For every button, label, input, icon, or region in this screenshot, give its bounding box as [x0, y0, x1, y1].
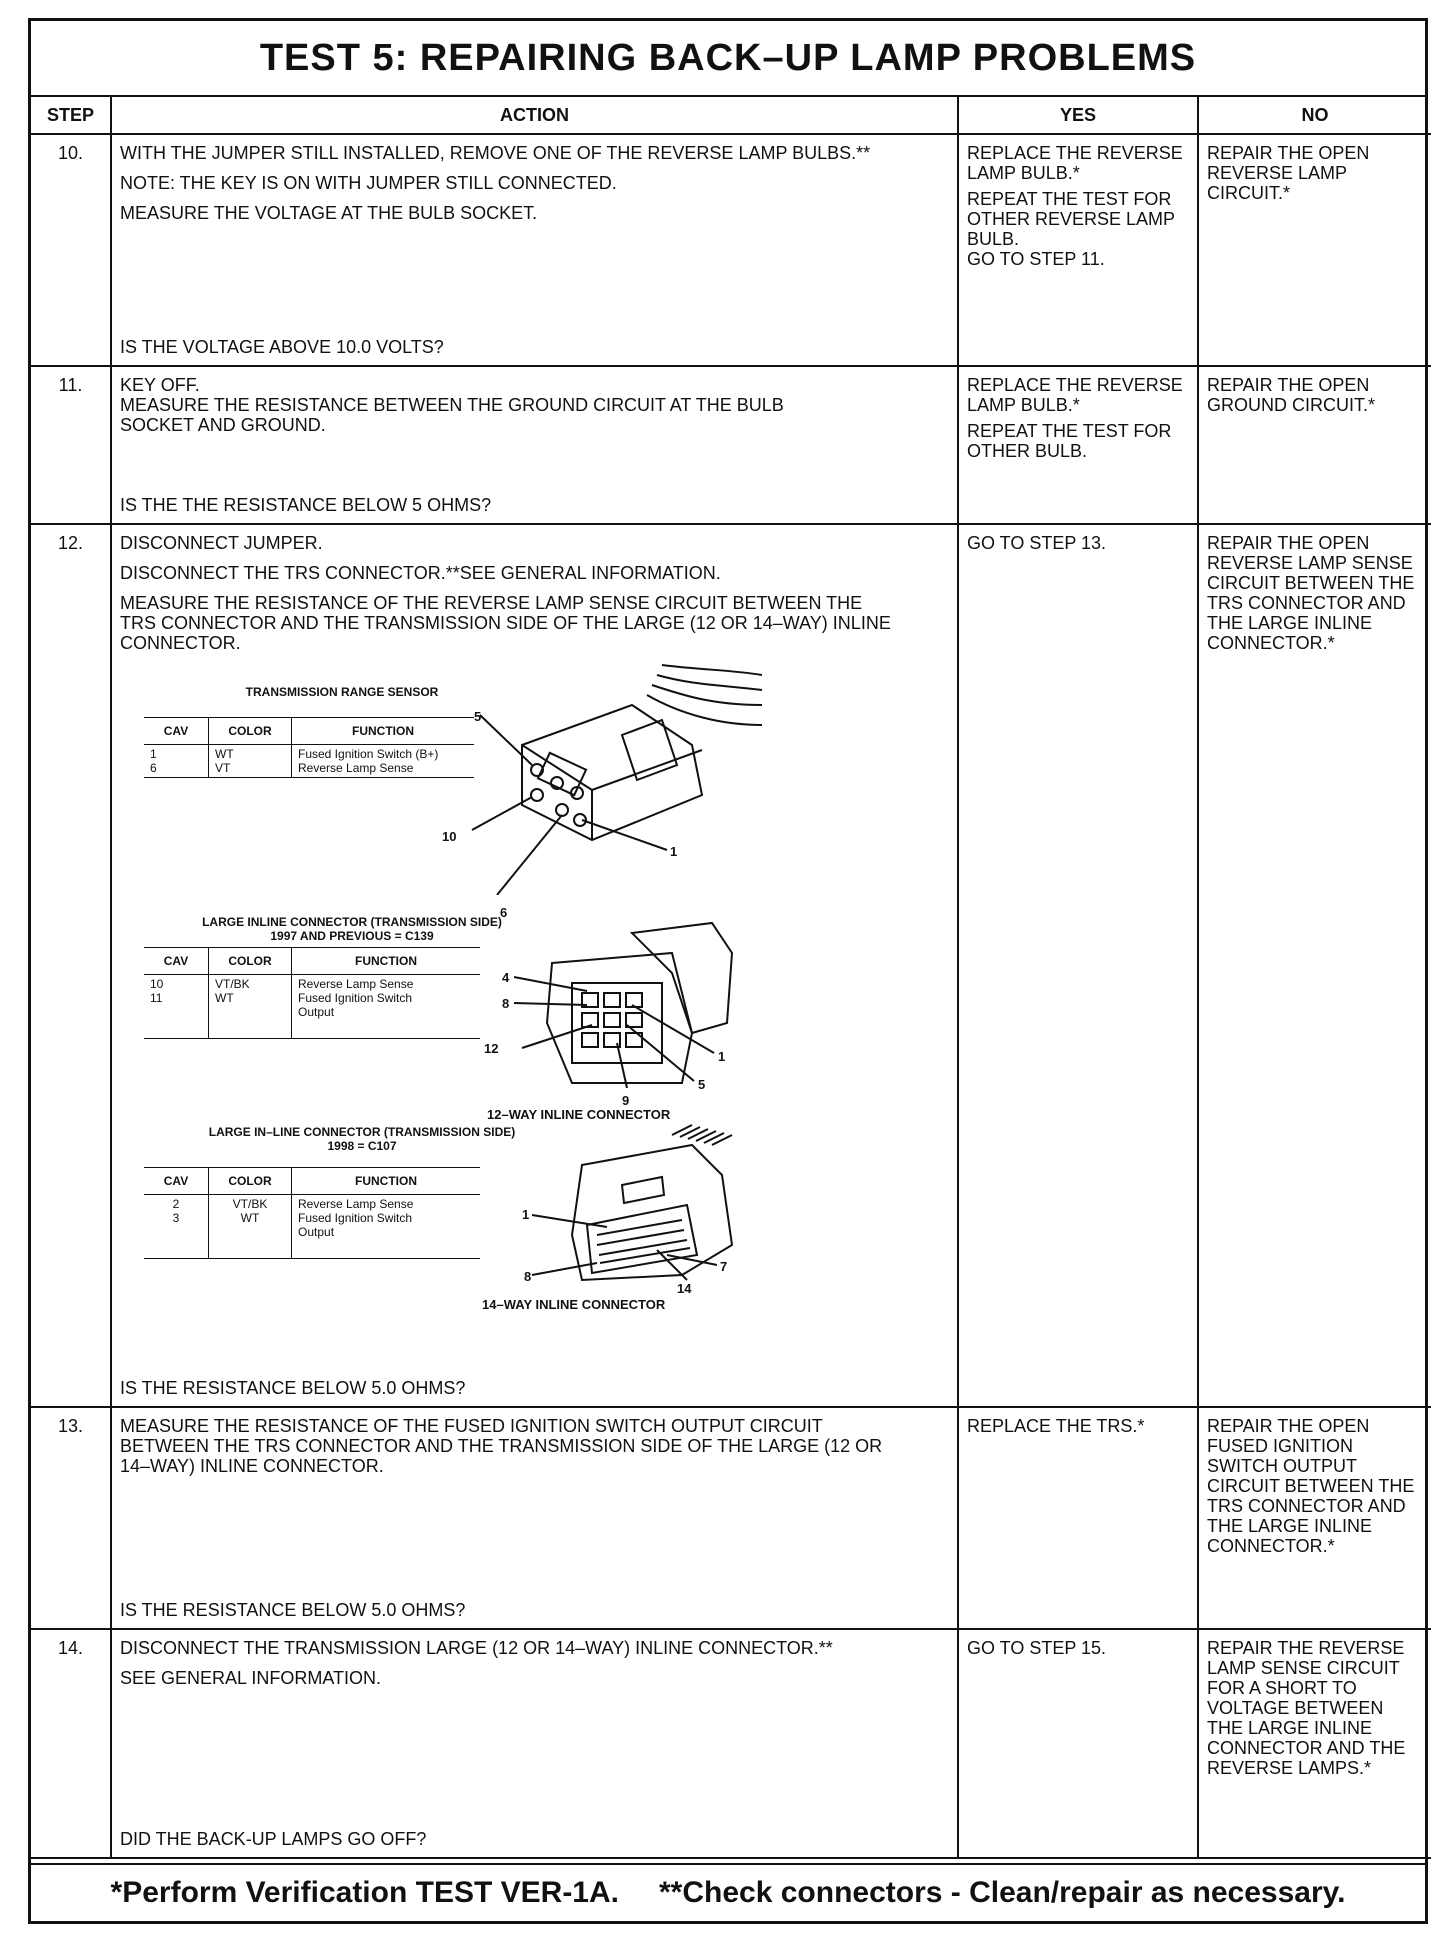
test-sheet	[28, 18, 1428, 1924]
cav-value: 1	[150, 747, 157, 761]
c107-caption: 14–WAY INLINE CONNECTOR	[482, 1297, 666, 1312]
action-line: DISCONNECT THE TRANSMISSION LARGE (12 OR 14–WAY) INLINE CONNECTOR.**	[120, 1638, 833, 1658]
function-values	[292, 745, 475, 778]
trs-connector-drawing	[462, 655, 762, 895]
color-header: COLOR	[209, 718, 292, 745]
function-value: Fused Ignition Switch Output	[298, 991, 413, 1019]
yes-text: GO TO STEP 11.	[967, 249, 1105, 269]
connector-diagrams	[132, 685, 892, 1345]
pin-label: 4	[502, 970, 510, 985]
pin-leader	[627, 1025, 694, 1081]
pin-leader	[514, 1003, 587, 1005]
step-number: 14.	[31, 1629, 111, 1858]
c139-subtitle: 1997 AND PREVIOUS = C139	[270, 929, 434, 943]
color-value: WT	[240, 1211, 260, 1225]
question: IS THE THE RESISTANCE BELOW 5 OHMS?	[120, 495, 492, 515]
no-cell	[1198, 366, 1431, 524]
no-text: REPAIR THE OPEN REVERSE LAMP SENSE CIRCUIT BETWEEN THE TRS CONNECTOR AND THE LARGE INLINE CONNECTOR.*	[1207, 533, 1415, 653]
function-value: Fused Ignition Switch (B+)	[298, 747, 439, 761]
cav-values	[144, 745, 209, 778]
function-value: Reverse Lamp Sense	[298, 761, 414, 775]
header-row	[31, 97, 1431, 134]
action-cell	[111, 134, 958, 366]
function-value: Fused Ignition Switch Output	[298, 1211, 413, 1239]
color-values	[209, 975, 292, 1039]
yes-text: REPEAT THE TEST FOR OTHER REVERSE LAMP BULB.	[967, 189, 1175, 249]
question: IS THE VOLTAGE ABOVE 10.0 VOLTS?	[120, 337, 444, 357]
question: DID THE BACK-UP LAMPS GO OFF?	[120, 1829, 427, 1849]
footer-verification-note: *Perform Verification TEST VER-1A.	[110, 1876, 619, 1909]
no-text: REPAIR THE OPEN REVERSE LAMP CIRCUIT.*	[1207, 143, 1370, 203]
step-number: 13.	[31, 1407, 111, 1629]
c107-pinout-table	[144, 1167, 480, 1259]
yes-text: REPEAT THE TEST FOR OTHER BULB.	[967, 421, 1172, 461]
cav-values	[144, 1195, 209, 1259]
yes-cell	[958, 1629, 1198, 1858]
no-cell	[1198, 134, 1431, 366]
no-text: REPAIR THE OPEN GROUND CIRCUIT.*	[1207, 375, 1376, 415]
pin-label: 6	[500, 905, 508, 920]
action-line: DISCONNECT JUMPER.	[120, 533, 323, 553]
pin-leader	[532, 1215, 607, 1227]
table-row	[31, 366, 1431, 524]
trs-title: TRANSMISSION RANGE SENSOR	[245, 685, 439, 699]
yes-text: REPLACE THE REVERSE LAMP BULB.*	[967, 375, 1183, 415]
question: IS THE RESISTANCE BELOW 5.0 OHMS?	[120, 1378, 466, 1398]
pin-label: 12	[484, 1041, 499, 1056]
c107-subtitle: 1998 = C107	[327, 1139, 397, 1153]
trs-pinout-table	[144, 717, 474, 778]
yes-text: GO TO STEP 15.	[967, 1638, 1107, 1658]
step-number: 12.	[31, 524, 111, 1407]
function-header: FUNCTION	[292, 948, 481, 975]
yes-text: REPLACE THE TRS.*	[967, 1416, 1145, 1436]
action-line: WITH THE JUMPER STILL INSTALLED, REMOVE ONE OF THE REVERSE LAMP BULBS.**	[120, 143, 871, 163]
cav-value: 11	[150, 991, 163, 1005]
action-line: DISCONNECT THE TRS CONNECTOR.**SEE GENERAL INFORMATION.	[120, 563, 721, 583]
test-table	[31, 97, 1431, 1859]
pin-label: 1	[670, 844, 678, 859]
yes-text: GO TO STEP 13.	[967, 533, 1107, 553]
c139-title-text: LARGE INLINE CONNECTOR (TRANSMISSION SIDE)	[202, 915, 502, 929]
header-action: ACTION	[111, 97, 958, 134]
no-text: REPAIR THE REVERSE LAMP SENSE CIRCUIT FOR A SHORT TO VOLTAGE BETWEEN THE LARGE INLINE CONNECTOR AND THE REVERSE LAMPS.*	[1207, 1638, 1406, 1778]
pin-label: 1	[522, 1207, 530, 1222]
action-cell	[111, 524, 958, 1407]
action-cell	[111, 1629, 958, 1858]
no-cell	[1198, 1407, 1431, 1629]
cav-header: CAV	[144, 1168, 209, 1195]
step-number: 10.	[31, 134, 111, 366]
yes-text: REPLACE THE REVERSE LAMP BULB.*	[967, 143, 1183, 183]
yes-cell	[958, 366, 1198, 524]
function-values	[292, 1195, 481, 1259]
footer-connector-note: **Check connectors - Clean/repair as necessary.	[659, 1876, 1346, 1909]
header-step: STEP	[31, 97, 111, 134]
table-row	[31, 134, 1431, 366]
page-title: TEST 5: REPAIRING BACK–UP LAMP PROBLEMS	[31, 21, 1425, 97]
pin-leader	[472, 797, 532, 830]
pin-label: 1	[718, 1049, 726, 1064]
c139-caption: 12–WAY INLINE CONNECTOR	[487, 1107, 671, 1122]
function-header: FUNCTION	[292, 718, 475, 745]
pin-leader	[632, 1005, 714, 1053]
table-row	[31, 1407, 1431, 1629]
color-value: VT/BK	[232, 1197, 268, 1211]
pin-label: 5	[698, 1077, 706, 1092]
pin-leader	[532, 1263, 597, 1275]
color-value: VT	[215, 761, 231, 775]
action-line: MEASURE THE RESISTANCE OF THE FUSED IGNITION SWITCH OUTPUT CIRCUIT BETWEEN THE TRS CONNECTOR AND THE TRANSMISSION SIDE OF THE LARGE (12 OR 14–WAY) INLINE CONNECTOR.	[120, 1416, 883, 1476]
pin-label: 10	[442, 829, 457, 844]
no-text: REPAIR THE OPEN FUSED IGNITION SWITCH OUTPUT CIRCUIT BETWEEN THE TRS CONNECTOR AND THE LARGE INLINE CONNECTOR.*	[1207, 1416, 1415, 1556]
yes-cell	[958, 134, 1198, 366]
pin-label: 7	[720, 1259, 728, 1274]
pin-leader	[497, 815, 562, 895]
action-line: KEY OFF.	[120, 375, 200, 395]
color-header: COLOR	[209, 1168, 292, 1195]
header-yes: YES	[958, 97, 1198, 134]
function-header: FUNCTION	[292, 1168, 481, 1195]
function-value: Reverse Lamp Sense	[298, 1197, 414, 1211]
pin-label: 14	[677, 1281, 692, 1296]
step-number: 11.	[31, 366, 111, 524]
cav-values	[144, 975, 209, 1039]
c139-pinout-table	[144, 947, 480, 1039]
question: IS THE RESISTANCE BELOW 5.0 OHMS?	[120, 1600, 466, 1620]
yes-cell	[958, 1407, 1198, 1629]
action-line: MEASURE THE RESISTANCE BETWEEN THE GROUND CIRCUIT AT THE BULB SOCKET AND GROUND.	[120, 395, 784, 435]
table-row	[31, 1629, 1431, 1858]
table-row	[31, 524, 1431, 1407]
action-line: MEASURE THE RESISTANCE OF THE REVERSE LAMP SENSE CIRCUIT BETWEEN THE TRS CONNECTOR AND THE TRANSMISSION SIDE OF THE LARGE (12 OR 14–WAY) INLINE CONNECTOR.	[120, 593, 891, 653]
no-cell	[1198, 1629, 1431, 1858]
cav-header: CAV	[144, 948, 209, 975]
color-value: VT/BK	[215, 977, 250, 991]
no-cell	[1198, 524, 1431, 1407]
color-values	[209, 745, 292, 778]
action-line: MEASURE THE VOLTAGE AT THE BULB SOCKET.	[120, 203, 538, 223]
c139-connector-drawing	[492, 913, 752, 1113]
function-values	[292, 975, 481, 1039]
color-value: WT	[215, 747, 234, 761]
action-line: NOTE: THE KEY IS ON WITH JUMPER STILL CONNECTED.	[120, 173, 617, 193]
action-cell	[111, 1407, 958, 1629]
header-no: NO	[1198, 97, 1431, 134]
cav-value: 2	[172, 1197, 180, 1211]
yes-cell	[958, 524, 1198, 1407]
action-line: SEE GENERAL INFORMATION.	[120, 1668, 382, 1688]
color-values	[209, 1195, 292, 1259]
pin-label: 8	[524, 1269, 532, 1284]
pin-leader	[480, 715, 532, 765]
c107-title-text: LARGE IN–LINE CONNECTOR (TRANSMISSION SIDE)	[208, 1125, 516, 1139]
action-cell	[111, 366, 958, 524]
function-value: Reverse Lamp Sense	[298, 977, 414, 991]
cav-value: 3	[172, 1211, 180, 1225]
cav-value: 10	[150, 977, 164, 991]
cav-header: CAV	[144, 718, 209, 745]
pin-label: 9	[622, 1093, 630, 1108]
cav-value: 6	[150, 761, 157, 775]
color-value: WT	[215, 991, 234, 1005]
pin-leader	[617, 1043, 627, 1088]
footer-notes	[31, 1863, 1425, 1921]
pin-label: 5	[474, 709, 482, 724]
pin-label: 8	[502, 996, 510, 1011]
color-header: COLOR	[209, 948, 292, 975]
pin-leader	[582, 820, 667, 850]
